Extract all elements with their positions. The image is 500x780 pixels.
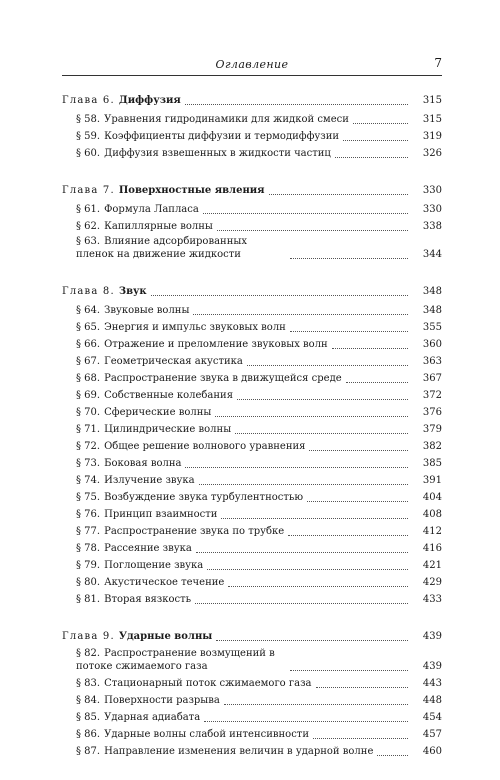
section-title: Формула Лапласа (104, 204, 199, 215)
section-title: Цилиндрические волны (104, 424, 232, 435)
page-ref: 344 (422, 249, 442, 260)
leader-dots (185, 103, 408, 105)
section-title: Отражение и преломление звуковых волн (104, 339, 328, 350)
page-ref: 376 (422, 407, 442, 418)
chapter-9 (62, 628, 442, 760)
page-ref: 391 (422, 475, 442, 486)
section-title: Излучение звука (104, 475, 195, 486)
section-title: Поглощение звука (104, 560, 204, 571)
leader-dots (288, 534, 408, 536)
chapter-title: Звук (118, 286, 147, 297)
chapter-6 (62, 92, 442, 162)
chapter-label: Глава 6. (62, 95, 115, 106)
leader-dots (316, 686, 409, 688)
section-number: § 71. (76, 424, 101, 435)
section-title: Звуковые волны (104, 305, 190, 316)
leader-dots (307, 500, 408, 502)
leader-dots (193, 313, 408, 315)
section-number: § 76. (76, 509, 101, 520)
leader-dots (215, 415, 408, 417)
section-title: Коэффициенты диффузии и термодиффузии (104, 131, 340, 142)
section-title: Уравнения гидродинамики для жидкой смеси (104, 114, 349, 125)
leader-dots (313, 737, 408, 739)
leader-dots (290, 669, 408, 671)
section-number: § 74. (76, 475, 101, 486)
page-ref: 330 (422, 204, 442, 215)
section-title: Распространение звука в движущейся среде (104, 373, 342, 384)
section-entry[interactable] (62, 319, 442, 336)
section-title: Энергия и импульс звуковых волн (104, 322, 286, 333)
leader-dots (237, 398, 408, 400)
leader-dots (224, 703, 408, 705)
section-entry[interactable] (62, 675, 442, 692)
section-entry[interactable] (62, 128, 442, 145)
page-ref: 412 (422, 526, 442, 537)
section-entry[interactable] (62, 557, 442, 574)
leader-dots (221, 517, 408, 519)
leader-dots (203, 212, 408, 214)
section-number: § 77. (76, 526, 101, 537)
section-title: Распространение звука по трубке (104, 526, 285, 537)
section-number: § 62. (76, 221, 101, 232)
page-ref: 448 (422, 695, 442, 706)
section-number: § 59. (76, 131, 101, 142)
section-entry[interactable] (62, 145, 442, 162)
page-ref: 416 (422, 543, 442, 554)
section-entry[interactable] (62, 455, 442, 472)
page-ref: 379 (422, 424, 442, 435)
leader-dots (269, 193, 408, 195)
section-title: Влияние адсорбированных пленок на движение жидкости (76, 236, 247, 260)
section-entry[interactable] (62, 472, 442, 489)
section-entry[interactable] (62, 506, 442, 523)
leader-dots (217, 229, 408, 231)
page-ref: 433 (422, 594, 442, 605)
section-number: § 63. (76, 236, 101, 247)
leader-dots (377, 754, 408, 756)
section-entry[interactable] (62, 743, 442, 760)
section-title: Ударные волны слабой интенсивности (104, 729, 309, 740)
section-entry[interactable] (62, 353, 442, 370)
chapter-entry[interactable] (62, 283, 442, 300)
section-title: Направление изменения величин в ударной волне (104, 746, 374, 757)
section-title: Сферические волны (104, 407, 212, 418)
section-number: § 69. (76, 390, 101, 401)
section-number: § 81. (76, 594, 101, 605)
section-entry[interactable] (62, 111, 442, 128)
page-ref: 326 (422, 148, 442, 159)
page-ref: 429 (422, 577, 442, 588)
section-number: § 83. (76, 678, 101, 689)
page-ref: 372 (422, 390, 442, 401)
section-title: Ударная адиабата (104, 712, 201, 723)
section-title: Рассеяние звука (104, 543, 192, 554)
page-ref: 460 (422, 746, 442, 757)
section-entry[interactable] (62, 421, 442, 438)
leader-dots (343, 139, 408, 141)
leader-dots (207, 568, 408, 570)
leader-dots (235, 432, 408, 434)
section-entry[interactable] (62, 591, 442, 608)
leader-dots (185, 466, 408, 468)
leader-dots (247, 364, 408, 366)
section-title: Диффузия взвешенных в жидкости частиц (104, 148, 331, 159)
chapter-title: Поверхностные явления (118, 185, 265, 196)
chapter-8 (62, 283, 442, 608)
running-header (62, 56, 442, 74)
section-entry[interactable] (62, 540, 442, 557)
section-number: § 80. (76, 577, 101, 588)
page-ref: 367 (422, 373, 442, 384)
leader-dots (346, 381, 408, 383)
leader-dots (290, 330, 408, 332)
section-entry[interactable] (62, 574, 442, 591)
page-number: 7 (434, 56, 442, 70)
section-entry[interactable] (62, 726, 442, 743)
section-number: § 58. (76, 114, 101, 125)
section-number: § 73. (76, 458, 101, 469)
section-number: § 75. (76, 492, 101, 503)
page-ref: 363 (422, 356, 442, 367)
section-number: § 84. (76, 695, 101, 706)
running-header-title: Оглавление (215, 58, 289, 71)
chapter-7 (62, 182, 442, 263)
page-ref: 338 (422, 221, 442, 232)
chapter-entry[interactable] (62, 182, 442, 199)
section-number: § 78. (76, 543, 101, 554)
section-number: § 60. (76, 148, 101, 159)
section-number: § 85. (76, 712, 101, 723)
section-title: Капиллярные волны (104, 221, 213, 232)
section-entry[interactable] (62, 489, 442, 506)
leader-dots (199, 483, 408, 485)
page-ref: 408 (422, 509, 442, 520)
header-rule (62, 75, 442, 76)
section-number: § 79. (76, 560, 101, 571)
section-number: § 72. (76, 441, 101, 452)
leader-dots (290, 257, 408, 259)
section-title: Вторая вязкость (104, 594, 192, 605)
section-title: Акустическое течение (104, 577, 225, 588)
page-ref: 355 (422, 322, 442, 333)
table-of-contents (62, 92, 442, 780)
section-number: § 87. (76, 746, 101, 757)
section-number: § 64. (76, 305, 101, 316)
section-title: Стационарный поток сжимаемого газа (104, 678, 312, 689)
section-number: § 68. (76, 373, 101, 384)
section-number: § 70. (76, 407, 101, 418)
section-number: § 67. (76, 356, 101, 367)
chapter-title: Диффузия (118, 95, 181, 106)
leader-dots (309, 449, 408, 451)
chapter-label: Глава 8. (62, 286, 115, 297)
page-ref: 348 (422, 286, 442, 297)
page-ref: 443 (422, 678, 442, 689)
section-title: Поверхности разрыва (104, 695, 220, 706)
section-entry[interactable] (62, 709, 442, 726)
section-entry[interactable] (62, 387, 442, 404)
page-ref: 439 (422, 631, 442, 642)
leader-dots (228, 585, 408, 587)
chapter-label: Глава 7. (62, 185, 115, 196)
section-number: § 66. (76, 339, 101, 350)
section-entry[interactable] (62, 370, 442, 387)
section-entry[interactable] (62, 336, 442, 353)
page-ref: 319 (422, 131, 442, 142)
page-ref: 315 (422, 95, 442, 106)
section-entry[interactable] (62, 218, 442, 235)
section-number: § 82. (76, 648, 101, 659)
leader-dots (204, 720, 408, 722)
page-ref: 382 (422, 441, 442, 452)
section-number: § 65. (76, 322, 101, 333)
page-ref: 360 (422, 339, 442, 350)
page-ref: 457 (422, 729, 442, 740)
page-ref: 348 (422, 305, 442, 316)
leader-dots (151, 294, 408, 296)
section-entry[interactable] (62, 647, 442, 675)
section-entry[interactable] (62, 302, 442, 319)
chapter-entry[interactable] (62, 92, 442, 109)
leader-dots (353, 122, 408, 124)
page-ref: 330 (422, 185, 442, 196)
leader-dots (335, 156, 408, 158)
leader-dots (332, 347, 408, 349)
leader-dots (216, 639, 408, 641)
section-title: Возбуждение звука турбулентностью (104, 492, 304, 503)
chapter-title: Ударные волны (118, 631, 213, 642)
chapter-label: Глава 9. (62, 631, 115, 642)
section-entry[interactable] (62, 692, 442, 709)
section-title: Геометрическая акустика (104, 356, 243, 367)
chapter-entry[interactable] (62, 628, 442, 645)
section-entry[interactable] (62, 404, 442, 421)
page-ref: 454 (422, 712, 442, 723)
section-title: Принцип взаимности (104, 509, 218, 520)
section-title: Боковая волна (104, 458, 182, 469)
section-entry[interactable] (62, 235, 442, 263)
section-entry[interactable] (62, 201, 442, 218)
page-ref: 315 (422, 114, 442, 125)
page-ref: 385 (422, 458, 442, 469)
section-number: § 61. (76, 204, 101, 215)
section-number: § 86. (76, 729, 101, 740)
section-entry[interactable] (62, 523, 442, 540)
leader-dots (195, 602, 408, 604)
page-ref: 404 (422, 492, 442, 503)
section-entry[interactable] (62, 438, 442, 455)
leader-dots (196, 551, 408, 553)
page-ref: 421 (422, 560, 442, 571)
section-title: Общее решение волнового уравнения (104, 441, 306, 452)
section-title: Распространение возмущений в потоке сжимаемого газа (76, 648, 275, 672)
page-ref: 439 (422, 661, 442, 672)
section-title: Собственные колебания (104, 390, 234, 401)
